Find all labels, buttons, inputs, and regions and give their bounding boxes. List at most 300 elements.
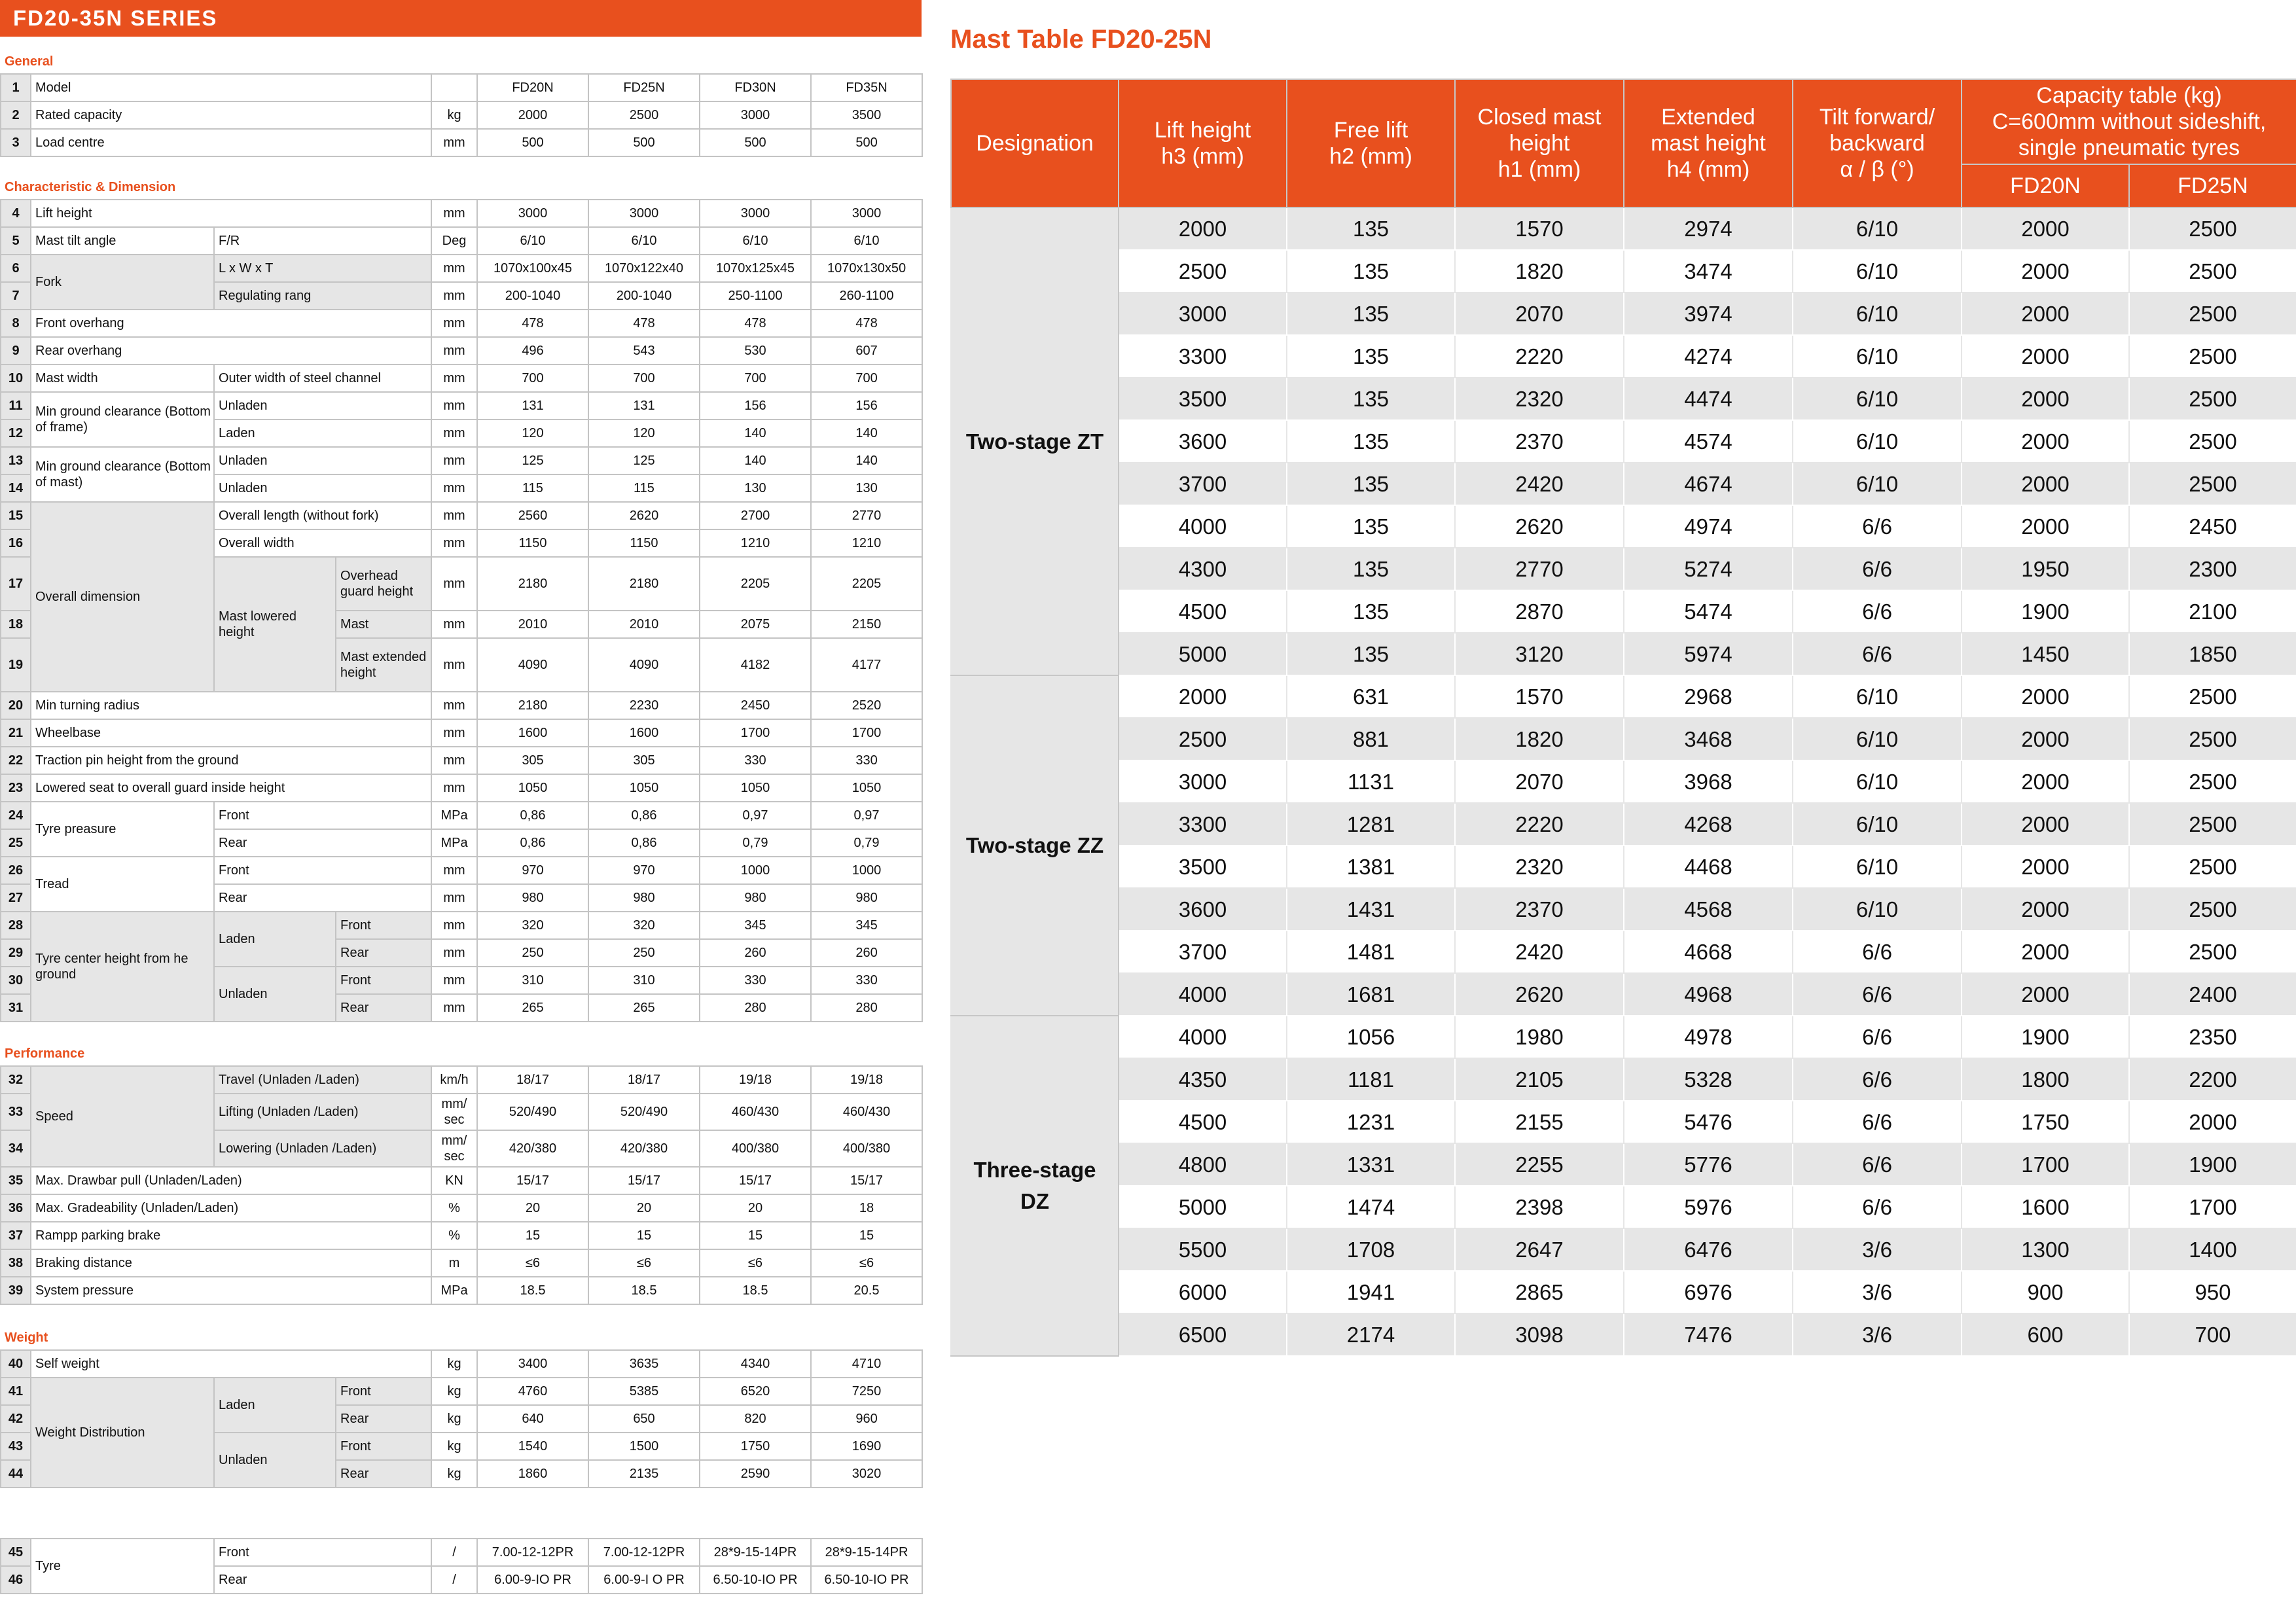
- mast-value: 5000: [1119, 1186, 1287, 1228]
- unit-cell: kg: [431, 101, 477, 129]
- mast-value: 135: [1287, 207, 1455, 250]
- mast-table-title: Mast Table FD20-25N: [950, 25, 1212, 54]
- unit-cell: mm: [431, 337, 477, 365]
- mast-value: 631: [1287, 675, 1455, 718]
- mast-value: 6/6: [1793, 973, 1962, 1016]
- spec-value: 280: [700, 994, 811, 1022]
- mast-value: 4300: [1119, 548, 1287, 590]
- mast-row: [951, 250, 2296, 293]
- spec-value: 2010: [588, 611, 700, 638]
- spec-row: [1, 1249, 922, 1277]
- mast-value: 2000: [1962, 760, 2129, 803]
- spec-value: 15: [700, 1222, 811, 1249]
- spec-value: 607: [811, 337, 922, 365]
- spec-row: [1, 74, 922, 101]
- mast-value: 2000: [1962, 675, 2129, 718]
- spec-sublabel: Front: [336, 912, 431, 939]
- spec-value: 2590: [700, 1460, 811, 1488]
- row-number: 10: [1, 365, 31, 392]
- mast-value: 135: [1287, 548, 1455, 590]
- designation-cell: Three-stage DZ: [951, 1016, 1119, 1356]
- spec-value: 140: [811, 447, 922, 474]
- spec-sublabel: Front: [214, 857, 431, 884]
- mast-value: 1708: [1287, 1228, 1455, 1271]
- spec-value: 20: [588, 1194, 700, 1222]
- spec-value: 500: [588, 129, 700, 156]
- mast-value: 4668: [1624, 931, 1793, 973]
- row-number: 24: [1, 802, 31, 829]
- row-number: 15: [1, 502, 31, 529]
- row-number: 19: [1, 638, 31, 692]
- spec-group-label: Overall dimension: [31, 502, 214, 692]
- spec-group-label: Min ground clearance (Bottom of mast): [31, 447, 214, 502]
- mast-value: 2220: [1455, 335, 1624, 378]
- spec-sublabel: Mast extended height: [336, 638, 431, 692]
- spec-value: 6520: [700, 1378, 811, 1405]
- mast-value: 2450: [2129, 505, 2296, 548]
- spec-label: Traction pin height from the ground: [31, 747, 431, 774]
- spec-value: 330: [811, 747, 922, 774]
- spec-value: 0,97: [700, 802, 811, 829]
- mast-row: [951, 1143, 2296, 1186]
- spec-value: 140: [811, 419, 922, 447]
- mast-value: 6/10: [1793, 207, 1962, 250]
- spacer-row: [1, 1488, 922, 1539]
- header-capacity: Capacity table (kg) C=600mm without sideshift, single pneumatic tyres: [1962, 79, 2296, 164]
- spec-value: 260: [811, 939, 922, 967]
- spec-value: 250-1100: [700, 282, 811, 310]
- unit-cell: Deg: [431, 227, 477, 255]
- spec-value: ≤6: [588, 1249, 700, 1277]
- mast-value: 2500: [2129, 293, 2296, 335]
- row-number: 39: [1, 1277, 31, 1304]
- mast-value: 2000: [1962, 718, 2129, 760]
- spec-value: 120: [588, 419, 700, 447]
- mast-value: 1231: [1287, 1101, 1455, 1143]
- mast-value: 5976: [1624, 1186, 1793, 1228]
- mast-value: 1900: [1962, 590, 2129, 633]
- spec-value: 310: [588, 967, 700, 994]
- spec-label: Wheelbase: [31, 719, 431, 747]
- mast-value: 135: [1287, 378, 1455, 420]
- spec-table: [0, 37, 923, 1594]
- spec-value: FD35N: [811, 74, 922, 101]
- mast-value: 2500: [1119, 250, 1287, 293]
- row-number: 25: [1, 829, 31, 857]
- mast-value: 135: [1287, 505, 1455, 548]
- mast-value: 2000: [1962, 931, 2129, 973]
- spec-value: 0,86: [477, 829, 588, 857]
- row-number: 12: [1, 419, 31, 447]
- spec-sublabel: Front: [336, 1378, 431, 1405]
- spec-value: 1210: [700, 529, 811, 557]
- spec-sublabel: Overhead guard height: [336, 557, 431, 611]
- mast-value: 2500: [2129, 463, 2296, 505]
- spec-label: Load centre: [31, 129, 431, 156]
- mast-value: 1820: [1455, 250, 1624, 293]
- unit-cell: %: [431, 1222, 477, 1249]
- spec-label: Front overhang: [31, 310, 431, 337]
- spec-value: 2135: [588, 1460, 700, 1488]
- section-heading: Performance: [5, 1046, 85, 1061]
- mast-row: [951, 1228, 2296, 1271]
- mast-value: 3600: [1119, 888, 1287, 931]
- mast-value: 2255: [1455, 1143, 1624, 1186]
- unit-cell: mm: [431, 994, 477, 1022]
- mast-value: 6/6: [1793, 1186, 1962, 1228]
- mast-value: 2500: [2129, 718, 2296, 760]
- spec-value: FD25N: [588, 74, 700, 101]
- spec-value: 2180: [477, 692, 588, 719]
- spec-value: 700: [811, 365, 922, 392]
- mast-value: 2105: [1455, 1058, 1624, 1101]
- mast-row: [951, 760, 2296, 803]
- spec-value: 265: [477, 994, 588, 1022]
- spec-value: 20.5: [811, 1277, 922, 1304]
- mast-value: 2500: [2129, 760, 2296, 803]
- mast-value: 2000: [1962, 250, 2129, 293]
- spec-group-label: Tyre preasure: [31, 802, 214, 857]
- spec-value: 2230: [588, 692, 700, 719]
- spec-value: 2075: [700, 611, 811, 638]
- mast-value: 135: [1287, 335, 1455, 378]
- spec-sublabel: Unladen: [214, 474, 431, 502]
- spec-value: 1000: [811, 857, 922, 884]
- spec-value: 200-1040: [477, 282, 588, 310]
- spec-value: 6/10: [811, 227, 922, 255]
- unit-cell: mm: [431, 282, 477, 310]
- row-number: 1: [1, 74, 31, 101]
- spec-value: 320: [477, 912, 588, 939]
- spec-value: 700: [588, 365, 700, 392]
- spec-row: [1, 392, 922, 419]
- mast-row: [951, 1271, 2296, 1313]
- spec-sublabel: F/R: [214, 227, 431, 255]
- spec-value: 15/17: [700, 1167, 811, 1194]
- spec-value: 4177: [811, 638, 922, 692]
- spec-value: 3000: [811, 200, 922, 227]
- unit-cell: mm: [431, 611, 477, 638]
- mast-value: 2370: [1455, 888, 1624, 931]
- mast-value: 4568: [1624, 888, 1793, 931]
- spec-value: 1700: [811, 719, 922, 747]
- row-number: 26: [1, 857, 31, 884]
- mast-value: 881: [1287, 718, 1455, 760]
- spec-value: 140: [700, 447, 811, 474]
- mast-value: 6/10: [1793, 718, 1962, 760]
- spec-label: Rampp parking brake: [31, 1222, 431, 1249]
- spec-value: 305: [477, 747, 588, 774]
- mast-value: 5776: [1624, 1143, 1793, 1186]
- spec-label: Lowered seat to overall guard inside height: [31, 774, 431, 802]
- mast-value: 2200: [2129, 1058, 2296, 1101]
- row-number: 18: [1, 611, 31, 638]
- mast-value: 5974: [1624, 633, 1793, 675]
- mast-value: 2000: [1962, 335, 2129, 378]
- spec-value: 980: [700, 884, 811, 912]
- mast-value: 1750: [1962, 1101, 2129, 1143]
- spec-value: 19/18: [811, 1066, 922, 1094]
- spec-row: [1, 502, 922, 529]
- mast-value: 2770: [1455, 548, 1624, 590]
- spec-row: [1, 692, 922, 719]
- spec-sublabel: Rear: [336, 1460, 431, 1488]
- unit-cell: km/h: [431, 1066, 477, 1094]
- mast-value: 6/10: [1793, 803, 1962, 846]
- spec-value: FD30N: [700, 74, 811, 101]
- spec-sublabel: Front: [214, 1539, 431, 1566]
- row-number: 28: [1, 912, 31, 939]
- spec-value: 140: [700, 419, 811, 447]
- mast-value: 135: [1287, 463, 1455, 505]
- spec-group-label: Tyre center height from he ground: [31, 912, 214, 1022]
- mast-value: 135: [1287, 590, 1455, 633]
- spec-value: 6.50-10-IO PR: [811, 1566, 922, 1594]
- mast-row: [951, 888, 2296, 931]
- spec-row: [1, 1350, 922, 1378]
- mast-value: 1381: [1287, 846, 1455, 888]
- row-number: 29: [1, 939, 31, 967]
- spec-row: [1, 774, 922, 802]
- spec-row: [1, 1539, 922, 1566]
- spec-group-label: Weight Distribution: [31, 1378, 214, 1488]
- mast-value: 2000: [1962, 803, 2129, 846]
- mast-value: 4674: [1624, 463, 1793, 505]
- mast-value: 6/6: [1793, 1143, 1962, 1186]
- row-number: 42: [1, 1405, 31, 1433]
- spec-value: 420/380: [588, 1130, 700, 1167]
- row-number: 8: [1, 310, 31, 337]
- row-number: 11: [1, 392, 31, 419]
- mast-row: [951, 718, 2296, 760]
- mast-value: 1850: [2129, 633, 2296, 675]
- mast-value: 2174: [1287, 1313, 1455, 1356]
- spec-value: 960: [811, 1405, 922, 1433]
- spec-group-label: Laden: [214, 912, 336, 967]
- mast-value: 3968: [1624, 760, 1793, 803]
- mast-value: 3474: [1624, 250, 1793, 293]
- spec-value: 18.5: [700, 1277, 811, 1304]
- spec-value: 130: [700, 474, 811, 502]
- spec-value: 520/490: [477, 1094, 588, 1130]
- unit-cell: mm: [431, 392, 477, 419]
- spec-value: 200-1040: [588, 282, 700, 310]
- spec-row: [1, 1167, 922, 1194]
- section-heading: Characteristic & Dimension: [5, 180, 176, 194]
- spec-value: 15: [477, 1222, 588, 1249]
- spec-row: [1, 1378, 922, 1405]
- spec-value: 4340: [700, 1350, 811, 1378]
- mast-value: 1570: [1455, 675, 1624, 718]
- mast-value: 2000: [1962, 846, 2129, 888]
- mast-value: 2500: [2129, 335, 2296, 378]
- spec-value: 3400: [477, 1350, 588, 1378]
- unit-cell: KN: [431, 1167, 477, 1194]
- spec-value: 20: [700, 1194, 811, 1222]
- mast-value: 3700: [1119, 463, 1287, 505]
- header-extended-mast: Extended mast height h4 (mm): [1624, 79, 1793, 207]
- mast-value: 2000: [1962, 378, 2129, 420]
- mast-value: 3500: [1119, 846, 1287, 888]
- mast-value: 6/10: [1793, 888, 1962, 931]
- spec-value: 15/17: [811, 1167, 922, 1194]
- unit-cell: MPa: [431, 1277, 477, 1304]
- spec-group-label: Laden: [214, 1378, 336, 1433]
- spec-value: 6.00-9-I O PR: [588, 1566, 700, 1594]
- row-number: 35: [1, 1167, 31, 1194]
- mast-value: 135: [1287, 293, 1455, 335]
- mast-row: [951, 548, 2296, 590]
- spec-value: 980: [588, 884, 700, 912]
- spec-value: 125: [477, 447, 588, 474]
- mast-value: 4350: [1119, 1058, 1287, 1101]
- mast-value: 1700: [1962, 1143, 2129, 1186]
- spec-value: 2180: [588, 557, 700, 611]
- spec-sublabel: Mast: [336, 611, 431, 638]
- spec-value: 3000: [700, 101, 811, 129]
- mast-value: 2420: [1455, 463, 1624, 505]
- mast-value: 1181: [1287, 1058, 1455, 1101]
- row-number: 23: [1, 774, 31, 802]
- spec-value: 120: [477, 419, 588, 447]
- mast-value: 2070: [1455, 293, 1624, 335]
- row-number: 6: [1, 255, 31, 282]
- mast-value: 6/10: [1793, 250, 1962, 293]
- unit-cell: kg: [431, 1460, 477, 1488]
- spec-value: 19/18: [700, 1066, 811, 1094]
- spec-value: 260-1100: [811, 282, 922, 310]
- mast-value: 4268: [1624, 803, 1793, 846]
- spec-value: 1500: [588, 1433, 700, 1460]
- mast-value: 3974: [1624, 293, 1793, 335]
- spec-label: Self weight: [31, 1350, 431, 1378]
- spec-value: 1070x125x45: [700, 255, 811, 282]
- row-number: 34: [1, 1130, 31, 1167]
- spec-value: 115: [477, 474, 588, 502]
- mast-row: [951, 1313, 2296, 1356]
- spec-value: 400/380: [811, 1130, 922, 1167]
- spec-value: 0,86: [588, 829, 700, 857]
- unit-cell: mm: [431, 884, 477, 912]
- mast-value: 2000: [1962, 293, 2129, 335]
- mast-value: 3120: [1455, 633, 1624, 675]
- unit-cell: m: [431, 1249, 477, 1277]
- mast-value: 135: [1287, 420, 1455, 463]
- designation-cell: Two-stage ZZ: [951, 675, 1119, 1016]
- row-number: 14: [1, 474, 31, 502]
- section-row: [1, 1022, 922, 1066]
- spec-value: 330: [700, 967, 811, 994]
- spec-value: 700: [700, 365, 811, 392]
- unit-cell: mm/ sec: [431, 1130, 477, 1167]
- mast-row: [951, 1101, 2296, 1143]
- spec-value: ≤6: [477, 1249, 588, 1277]
- spec-value: 131: [477, 392, 588, 419]
- mast-value: 2320: [1455, 846, 1624, 888]
- mast-value: 1131: [1287, 760, 1455, 803]
- spec-value: 1000: [700, 857, 811, 884]
- spec-label: Model: [31, 74, 431, 101]
- spec-value: 478: [700, 310, 811, 337]
- spec-value: 5385: [588, 1378, 700, 1405]
- mast-value: 2300: [2129, 548, 2296, 590]
- header-lift-height: Lift height h3 (mm): [1119, 79, 1287, 207]
- spec-value: 125: [588, 447, 700, 474]
- unit-cell: mm: [431, 774, 477, 802]
- spec-row: [1, 857, 922, 884]
- spec-row: [1, 365, 922, 392]
- mast-value: 2500: [2129, 888, 2296, 931]
- mast-value: 6/10: [1793, 335, 1962, 378]
- spec-value: 6/10: [477, 227, 588, 255]
- mast-value: 2000: [1962, 888, 2129, 931]
- mast-value: 1950: [1962, 548, 2129, 590]
- mast-value: 5328: [1624, 1058, 1793, 1101]
- mast-value: 2155: [1455, 1101, 1624, 1143]
- row-number: 41: [1, 1378, 31, 1405]
- spec-value: 530: [700, 337, 811, 365]
- spec-label: Max. Drawbar pull (Unladen/Laden): [31, 1167, 431, 1194]
- mast-value: 1570: [1455, 207, 1624, 250]
- mast-value: 4500: [1119, 1101, 1287, 1143]
- spec-row: [1, 447, 922, 474]
- spec-sublabel: Overall width: [214, 529, 431, 557]
- mast-value: 135: [1287, 633, 1455, 675]
- spec-row: [1, 1194, 922, 1222]
- mast-value: 2620: [1455, 505, 1624, 548]
- mast-value: 2620: [1455, 973, 1624, 1016]
- spec-value: 478: [477, 310, 588, 337]
- mast-value: 2500: [2129, 675, 2296, 718]
- spec-row: [1, 255, 922, 282]
- mast-value: 1700: [2129, 1186, 2296, 1228]
- spec-value: 3000: [588, 200, 700, 227]
- spec-value: 345: [700, 912, 811, 939]
- spec-group-label: Fork: [31, 255, 214, 310]
- mast-value: 3700: [1119, 931, 1287, 973]
- mast-value: 4274: [1624, 335, 1793, 378]
- spec-value: ≤6: [811, 1249, 922, 1277]
- spec-value: 640: [477, 1405, 588, 1433]
- unit-cell: kg: [431, 1405, 477, 1433]
- spec-value: 460/430: [811, 1094, 922, 1130]
- spec-row: [1, 227, 922, 255]
- spec-value: 1070x100x45: [477, 255, 588, 282]
- header-tilt: Tilt forward/ backward α / β (°): [1793, 79, 1962, 207]
- mast-value: 1941: [1287, 1271, 1455, 1313]
- spec-value: 1050: [588, 774, 700, 802]
- spec-value: 1150: [588, 529, 700, 557]
- mast-value: 6/10: [1793, 420, 1962, 463]
- spec-value: 28*9-15-14PR: [811, 1539, 922, 1566]
- spec-value: 2450: [700, 692, 811, 719]
- mast-value: 4000: [1119, 1016, 1287, 1058]
- spec-value: 20: [477, 1194, 588, 1222]
- spec-value: 3020: [811, 1460, 922, 1488]
- unit-cell: mm: [431, 419, 477, 447]
- mast-value: 7476: [1624, 1313, 1793, 1356]
- spec-group-label: Speed: [31, 1066, 214, 1167]
- row-number: 16: [1, 529, 31, 557]
- spec-group-label: Tyre: [31, 1539, 214, 1594]
- unit-cell: mm: [431, 747, 477, 774]
- mast-value: 1900: [2129, 1143, 2296, 1186]
- spec-value: 345: [811, 912, 922, 939]
- spec-value: 15/17: [477, 1167, 588, 1194]
- unit-cell: mm/ sec: [431, 1094, 477, 1130]
- mast-value: 6/6: [1793, 1016, 1962, 1058]
- unit-cell: mm: [431, 857, 477, 884]
